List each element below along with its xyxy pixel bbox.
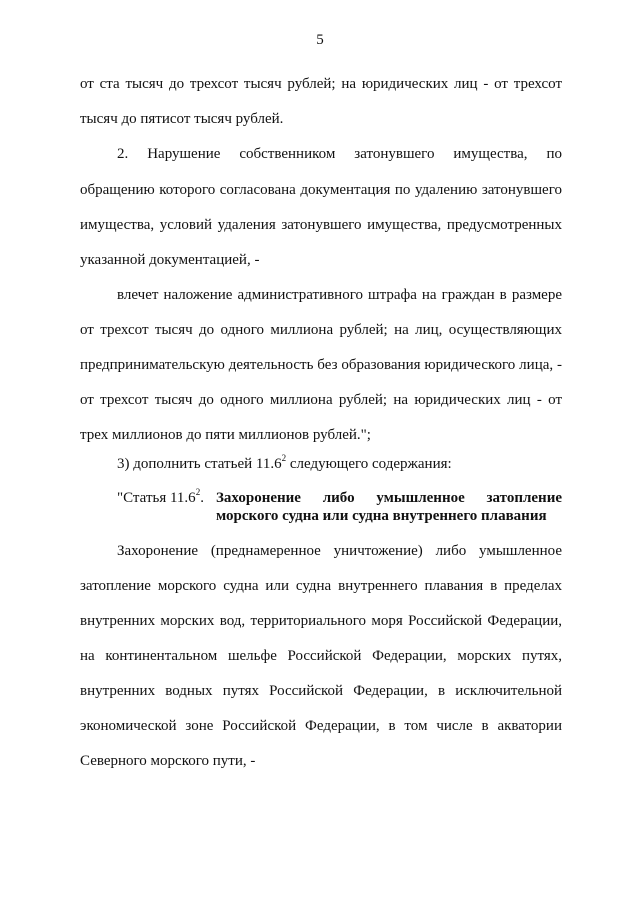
text-line: влечет наложение административного штрафа на граждан в размере	[117, 287, 562, 303]
text-line: внутренних водных путях Российской Федерации, в исключительной	[80, 683, 562, 699]
article-title-line: морского судна или судна внутреннего плавания	[216, 508, 547, 524]
text-line: тысяч до пятисот тысяч рублей.	[80, 111, 284, 127]
text-line: имущества, условий удаления затонувшего имущества, предусмотренных	[80, 217, 562, 233]
amendment-line: 3) дополнить статьей 11.6$^2$ следующего содержания:	[117, 453, 452, 472]
article-prefix: "Статья 11.6$^2$.	[117, 487, 204, 506]
text-line: внутренних морских вод, территориального моря Российской Федерации,	[80, 613, 562, 629]
text-line: Северного морского пути, -	[80, 753, 256, 769]
text-line: обращению которого согласована документация по удалению затонувшего	[80, 182, 562, 198]
text-line: затопление морского судна или судна внутреннего плавания в пределах	[80, 578, 562, 594]
text-line: указанной документацией, -	[80, 252, 260, 268]
text-line: от ста тысяч до трехсот тысяч рублей; на юридических лиц - от трехсот	[80, 76, 562, 92]
text-line: трех миллионов до пяти миллионов рублей.";	[80, 427, 371, 443]
text-line: экономической зоне Российской Федерации, в том числе в акватории	[80, 718, 562, 734]
text-line: предпринимательскую деятельность без образования юридического лица, -	[80, 357, 562, 373]
text-line: на континентальном шельфе Российской Федерации, морских путях,	[80, 648, 562, 664]
page-number: 5	[316, 32, 324, 48]
text-line: от трехсот тысяч до одного миллиона рублей; на лиц, осуществляющих	[80, 322, 562, 338]
text-line: от трехсот тысяч до одного миллиона рублей; на юридических лиц - от	[80, 392, 562, 408]
text-line: Захоронение (преднамеренное уничтожение) либо умышленное	[117, 543, 562, 559]
text-line: 2. Нарушение собственником затонувшего имущества, по	[117, 146, 562, 162]
article-title-line: Захоронение либо умышленное затопление	[216, 490, 562, 506]
